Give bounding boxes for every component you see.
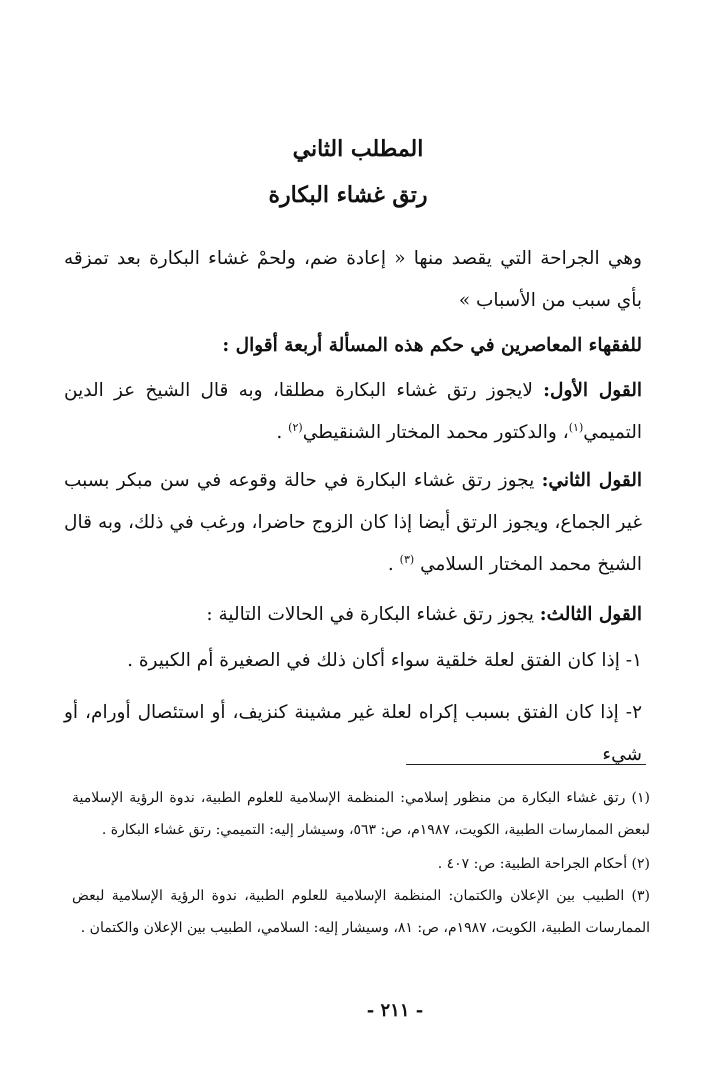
opinion-one-label: القول الأول:	[543, 380, 642, 401]
footnote-ref-1: (١)	[568, 420, 584, 434]
opinion-two-text-a: يجوز رتق غشاء البكارة في حالة وقوعه في سن مبكر بسبب غير الجماع، ويجوز الرتق أيضا إذا كان الزوج حاضرا، ورغب في ذلك، وبه قال الشيخ محمد المختار السلامي	[64, 470, 642, 575]
opinion-one-text-b: ، والدكتور محمد المختار الشنقيطي	[302, 422, 569, 443]
opinion-two-label: القول الثاني:	[541, 470, 643, 491]
opinion-two-text-b: .	[387, 554, 400, 575]
opinion-two-paragraph	[64, 460, 642, 586]
footnote-divider	[406, 764, 646, 765]
opinion-three-label: القول الثالث:	[539, 604, 642, 625]
opinion-three-paragraph	[64, 594, 642, 636]
page-number: - ٢١١ -	[366, 1000, 424, 1021]
footnote-1: (١) رتق غشاء البكارة من منظور إسلامي: المنظمة الإسلامية للعلوم الطبية، ندوة الرؤية الإسلامية لبعض الممارسات الطبية، الكويت، ١٩٨٧م، ص: ٥٦٣، وسيشار إليه: التميمي: رتق غشاء البكارة .	[72, 790, 650, 838]
section-subtitle: رتق غشاء البكارة	[268, 182, 428, 208]
opinion-three-text: يجوز رتق غشاء البكارة في الحالات التالية :	[206, 604, 540, 625]
opinion-one-text-a: لايجوز رتق غشاء البكارة مطلقا، وبه قال الشيخ عز الدين التميمي	[64, 380, 642, 443]
lead-paragraph: للفقهاء المعاصرين في حكم هذه المسألة أربعة أقوال :	[222, 335, 642, 356]
list-item: ٢- إذا كان الفتق بسبب إكراه لعلة غير مشينة كنزيف، أو استئصال أورام، أو شيء	[64, 702, 642, 765]
intro-paragraph: وهي الجراحة التي يقصد منها « إعادة ضم، ولحمْ غشاء البكارة بعد تمزقه بأي سبب من الأسباب »	[64, 248, 642, 311]
list-item: ١- إذا كان الفتق لعلة خلقية سواء أكان ذلك في الصغيرة أم الكبيرة .	[127, 650, 642, 671]
footnote-2: (٢) أحكام الجراحة الطبية: ص: ٤٠٧ .	[437, 856, 650, 872]
section-title: المطلب الثاني	[292, 136, 424, 162]
footnote-3: (٣) الطبيب بين الإعلان والكتمان: المنظمة الإسلامية للعلوم الطبية، ندوة الرؤية الإسلامية لبعض الممارسات الطبية، الكويت، ١٩٨٧م، ص: ٨١، وسيشار إليه: السلامي، الطبيب بين الإعلان والكتمان .	[72, 888, 650, 936]
footnote-ref-2: (٢)	[288, 420, 303, 434]
opinion-one-text-c: .	[276, 422, 289, 443]
footnote-ref-3: (٣)	[399, 552, 415, 566]
opinion-one-paragraph	[64, 370, 642, 454]
